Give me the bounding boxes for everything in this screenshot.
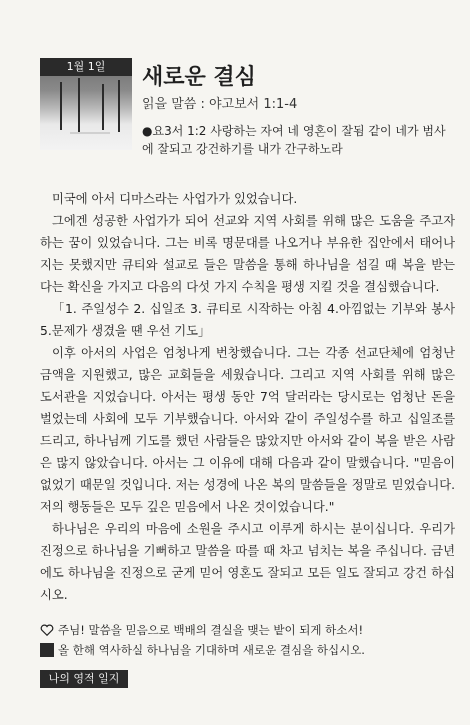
square-icon bbox=[40, 643, 54, 657]
action-row bbox=[40, 640, 455, 660]
prayer-section bbox=[40, 620, 455, 660]
snow-path bbox=[70, 132, 110, 134]
paragraph: 「1. 주일성수 2. 십일조 3. 큐티로 시작하는 아침 4.아낌없는 기부와 봉사 5.문제가 생겼을 땐 우선 기도」 bbox=[40, 302, 455, 338]
paragraph: 하나님은 우리의 마음에 소원을 주시고 이루게 하시는 분이십니다. 우리가 진정으로 하나님을 기뻐하고 말씀을 따를 때 차고 넘치는 복을 주십니다. 금년에도 하나님을 진정으로 굳게 믿어 영혼도 잘되고 모든 일도 잘되고 강건 하십시오. bbox=[40, 522, 455, 602]
date-label: 1월 1일 bbox=[40, 58, 132, 76]
action-text: 올 한해 역사하실 하나님을 기대하며 새로운 결심을 하십시오. bbox=[58, 643, 365, 657]
header-photo bbox=[40, 58, 132, 150]
tree bbox=[60, 82, 62, 130]
page-title: 새로운 결심 bbox=[142, 65, 256, 90]
paragraph: 그에겐 성공한 사업가가 되어 선교와 지역 사회를 위해 많은 도움을 주고자 하는 꿈이 있었습니다. 그는 비록 명문대를 나오거나 부유한 집안에서 태어나지는 못했지만 큐티와 설교로 들은 말씀을 통해 하나님을 섬길 때 복을 받는 다는 확신을 가지고 다음의 다섯 가지 수칙을 평생 지킬 것을 결심했습니다. bbox=[40, 214, 455, 294]
key-verse: ●요3서 1:2 사랑하는 자여 네 영혼이 잘됨 같이 네가 범사에 잘되고 강건하기를 내가 간구하노라 bbox=[142, 124, 446, 156]
tree bbox=[78, 78, 80, 132]
paragraph: 미국에 아서 디마스라는 사업가가 있었습니다. bbox=[52, 192, 298, 206]
tree bbox=[102, 84, 104, 130]
reading-reference: 읽을 말씀 : 야고보서 1:1-4 bbox=[142, 97, 298, 112]
prayer-row bbox=[40, 620, 455, 640]
heart-icon bbox=[40, 623, 54, 637]
devotional-body bbox=[40, 188, 455, 606]
paragraph: 이후 아서의 사업은 엄청나게 번창했습니다. 그는 각종 선교단체에 엄청난 금액을 지원했고, 많은 교회들을 세웠습니다. 그리고 지역 사회를 위해 많은 도서관을 지었습니다. 아서는 평생 동안 7억 달러라는 당시로는 엄청난 돈을 벌었는데 사회에 모두 기부했습니다. 아서와 같이 주일성수를 하고 십일조를 드리고, 하나님께 기도를 했던 사람들은 많았지만 아서와 같이 복을 받은 사람은 많지 않았습니다. 아서는 그 이유에 대해 다음과 같이 말했습니다. "믿음이 없었기 때문일 것입니다. 저는 성경에 나온 복의 말씀들을 정말로 믿었습니다. 저의 행동들은 모두 깊은 믿음에서 나온 것이었습니다." bbox=[40, 346, 455, 514]
tree bbox=[118, 80, 120, 132]
journal-label: 나의 영적 일지 bbox=[40, 670, 128, 688]
prayer-text: 주님! 말씀을 믿음으로 백배의 결실을 맺는 밭이 되게 하소서! bbox=[58, 623, 364, 637]
